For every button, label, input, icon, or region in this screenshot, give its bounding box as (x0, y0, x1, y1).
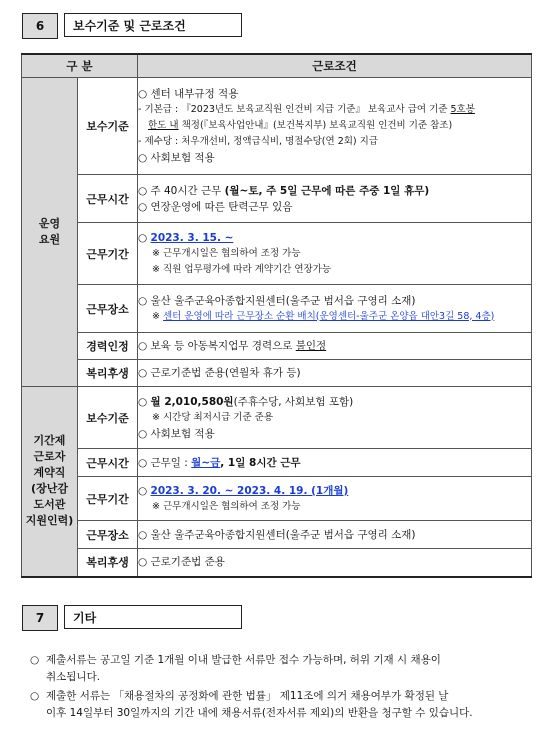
row-content-welfare (138, 360, 532, 387)
place2-line-1: ○ 울산 울주군육아종합지원센터(울주군 범서읍 구영리 소재) (138, 528, 416, 541)
row-label-place: 근무장소 (78, 285, 138, 333)
period2-bullet: ○ (138, 484, 151, 497)
pay2-note: (주휴수당, 사회보험 포함) (233, 395, 354, 408)
header-category: 구 분 (22, 54, 138, 78)
pay-line-3-text: 책정(『보육사업안내』(보건복지부) 보육교직원 인건비 기준 참조) (178, 120, 453, 131)
etc-notes (30, 652, 526, 722)
pay2-line-1 (138, 394, 531, 410)
place-rotation-note: 센터 운영에 따라 근무장소 순환 배치(운영센터-울주군 온양읍 대안3길 58, 4층) (163, 310, 495, 322)
period2-dates: 2023. 3. 20. ~ 2023. 4. 19. (1개월) (150, 484, 349, 497)
hours-detail: (월~토, 주 5일 근무에 따른 주중 1일 휴무) (224, 184, 430, 197)
row2-content-welfare (138, 549, 532, 577)
hours-line-1 (138, 183, 531, 199)
pay-line-3 (138, 118, 531, 134)
etc-item-1-line-2: 취소됩니다. (46, 671, 101, 683)
section-7-number: 7 (22, 605, 58, 631)
period-line-1 (138, 230, 531, 246)
row-label-period: 근무기간 (78, 223, 138, 285)
row2-label-period: 근무기간 (78, 477, 138, 521)
pay-line-5: ○ 사회보험 적용 (138, 152, 215, 164)
period-bullet: ○ (138, 231, 151, 244)
row-content-hours (138, 175, 532, 223)
row2-content-place (138, 521, 532, 549)
period2-line-2: ※ 근무개시일은 협의하여 조정 가능 (152, 500, 301, 512)
pay2-bullet: ○ (138, 395, 151, 408)
place-line-2 (138, 309, 531, 325)
place-note-mark: ※ (152, 310, 163, 322)
row-content-pay (138, 78, 532, 175)
row2-label-place: 근무장소 (78, 521, 138, 549)
period-line-3: ※ 직원 업무평가에 따라 계약기간 연장가능 (152, 263, 332, 275)
hours-line-2: ○ 연장운영에 따른 탄력근무 있음 (138, 200, 293, 213)
pay2-line-2: ※ 시간당 최저시급 기준 준용 (152, 411, 274, 423)
row-label-hours: 근무시간 (78, 175, 138, 223)
hours-line-1-text: ○ 주 40시간 근무 (138, 184, 225, 197)
working-conditions-table (21, 53, 532, 578)
pay-step-limit: 5호봉 (450, 104, 475, 115)
hours2-line-1 (138, 455, 531, 471)
career-not-recognized: 불인정 (295, 340, 327, 352)
group-operating-staff (22, 78, 78, 387)
row-label-pay: 보수기준 (78, 78, 138, 175)
career-text: ○ 보육 등 아동복지업무 경력으로 (138, 340, 296, 352)
section-6-header (22, 13, 242, 39)
row2-content-pay (138, 387, 532, 449)
pay-line-1: ○ 센터 내부규정 적용 (138, 88, 239, 100)
hours2-label: ○ 근무일 : (138, 456, 192, 469)
row-label-welfare: 복리후생 (78, 360, 138, 387)
section-6-number: 6 (22, 13, 58, 39)
row2-label-welfare: 복리후생 (78, 549, 138, 577)
group-operating-staff-label: 운영 요원 (38, 217, 61, 246)
pay-line-2 (138, 102, 531, 118)
row-content-career (138, 333, 532, 360)
welfare2-line-1: ○ 근로기준법 준용 (138, 556, 225, 569)
row2-label-pay: 보수기준 (78, 387, 138, 449)
row2-label-hours: 근무시간 (78, 449, 138, 477)
period-start-date: 2023. 3. 15. ~ (150, 231, 234, 244)
pay-line-4: - 제수당 : 처우개선비, 정액급식비, 명절수당(연 2회) 지급 (138, 136, 378, 147)
header-conditions: 근로조건 (138, 54, 532, 78)
welfare-line-1: ○ 근로기준법 준용(연월차 휴가 등) (138, 367, 301, 379)
section-6-title: 보수기준 및 근로조건 (64, 13, 242, 37)
hours2-days: 월~금 (191, 456, 221, 469)
etc-item-2-line-2: 이후 14일부터 30일까지의 기간 내에 채용서류(전자서류 제외)의 반환을 청구할 수 있습니다. (46, 707, 473, 719)
row-label-career: 경력인정 (78, 333, 138, 360)
section-7-title: 기타 (64, 605, 242, 629)
place-line-1: ○ 울산 울주군육아종합지원센터(울주군 범서읍 구영리 소재) (138, 294, 416, 307)
row-content-period (138, 223, 532, 285)
career-line-1 (138, 338, 531, 354)
etc-item-2-line-1: 제출한 서류는 「채용절차의 공정화에 관한 법률」 제11조에 의거 채용여부가 확정된 날 (46, 690, 449, 702)
group-fixed-term-label: 기간제 근로자 계약직 (장난감 도서관 지원인력) (25, 434, 74, 528)
etc-item-1-bullet: ○ (30, 654, 40, 666)
etc-item-2-bullet: ○ (30, 690, 40, 702)
pay2-line-3: ○ 사회보험 적용 (138, 427, 215, 440)
etc-item-1 (30, 652, 526, 686)
etc-item-2 (30, 688, 526, 722)
etc-item-1-line-1: 제출서류는 공고일 기준 1개월 이내 발급한 서류만 접수 가능하며, 허위 기재 시 채용이 (46, 654, 441, 666)
group-fixed-term (22, 387, 78, 577)
hours2-detail: , 1일 8시간 근무 (220, 456, 301, 469)
pay-line-2-text: - 기본급 : 『2023년도 보육교직원 인건비 지급 기준』 보육교사 급여 기준 (138, 104, 451, 115)
pay-limit-text: 한도 내 (148, 120, 179, 131)
row2-content-hours (138, 449, 532, 477)
pay2-amount: 월 2,010,580원 (150, 395, 234, 408)
period-line-2: ※ 근무개시일은 협의하여 조정 가능 (152, 247, 301, 259)
row2-content-period (138, 477, 532, 521)
row-content-place (138, 285, 532, 333)
section-7-header (22, 605, 242, 631)
period2-line-1 (138, 483, 531, 499)
